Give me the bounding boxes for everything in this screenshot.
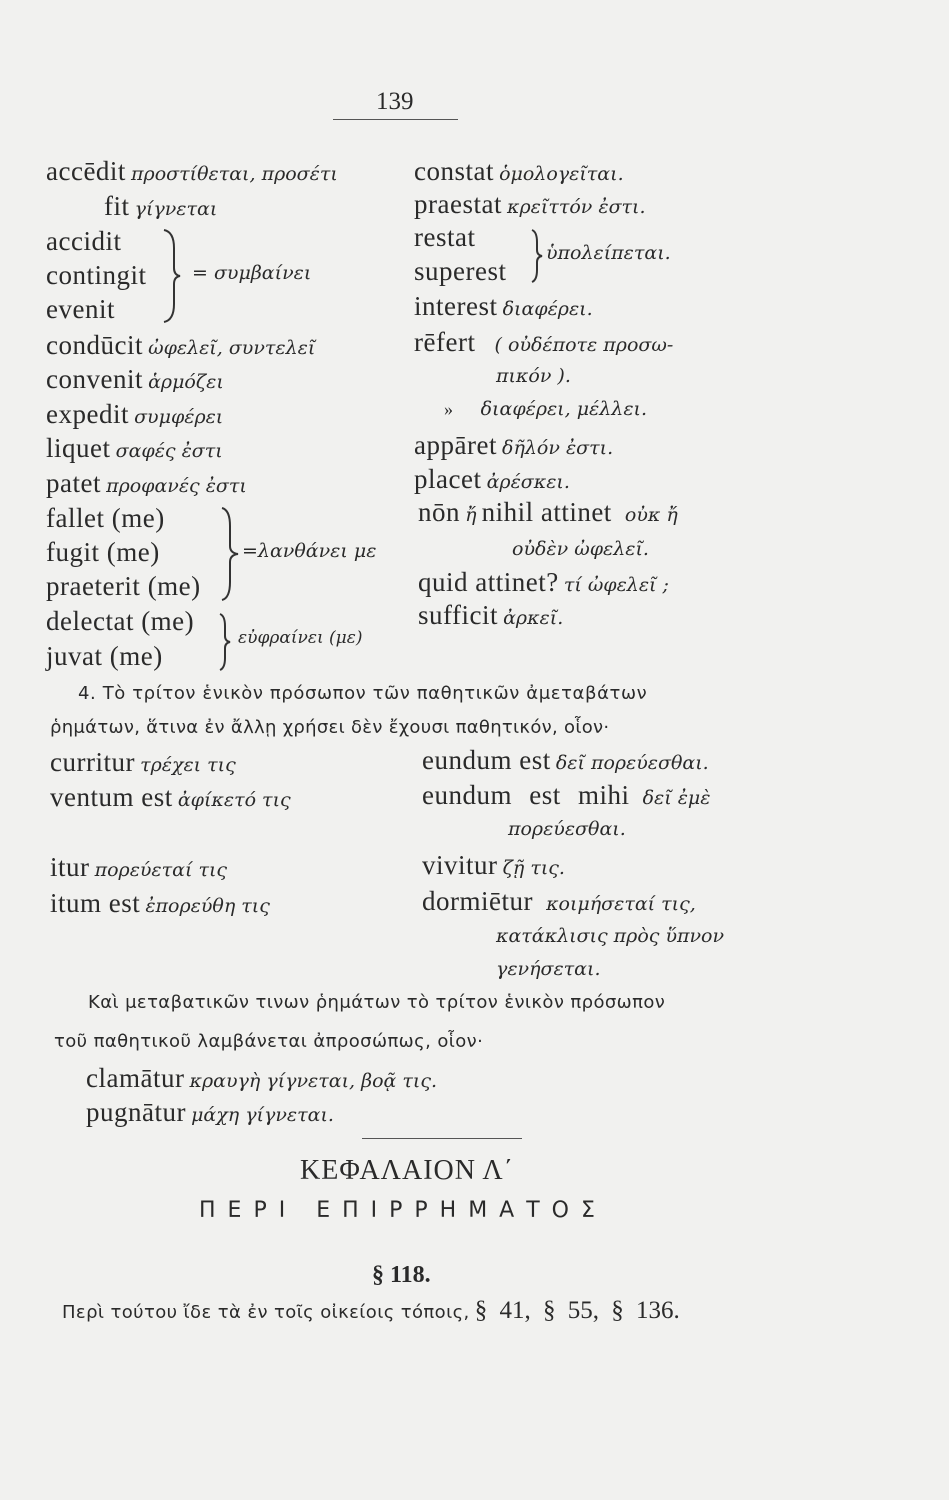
entry-constat xyxy=(414,156,624,187)
example-itum-est xyxy=(50,888,270,919)
example-clamatur xyxy=(86,1063,437,1094)
page-number: 139 xyxy=(376,88,414,115)
entry-ditto xyxy=(444,398,647,420)
entry-convenit xyxy=(46,364,224,395)
greek-gloss: ἀρέσκει. xyxy=(486,471,570,493)
entry-accedit xyxy=(46,156,338,187)
entry-refert-continued: πικόν ). xyxy=(496,365,571,387)
greek-gloss: κρεῖττόν ἐστι. xyxy=(507,196,646,218)
brace-gloss-hypoleipetai: ὑπολείπεται. xyxy=(546,242,671,264)
greek-gloss: προφανές ἐστι xyxy=(106,475,247,497)
example-ventum-est xyxy=(50,782,291,813)
entry-fugit: fugit (me) xyxy=(46,537,160,567)
latin-word: vivitur xyxy=(422,850,498,880)
entry-fit xyxy=(104,191,217,222)
example-eundum-est xyxy=(422,745,709,776)
chapter-title: ΚΕΦΑΛΑΙΟΝ Λ΄ xyxy=(300,1155,515,1186)
brace-symbol xyxy=(160,228,186,324)
latin-word: curritur xyxy=(50,747,135,777)
references-numbers: § 41, § 55, § 136. xyxy=(474,1297,680,1324)
entry-juvat: juvat (me) xyxy=(46,641,163,671)
greek-gloss: προστίθεται, προσέτι xyxy=(131,163,338,185)
latin-word: placet xyxy=(414,464,482,494)
paragraph-4-line-1: 4. Τὸ τρίτον ἑνικὸν πρόσωπον τῶν παθητικῶν ἀμεταβάτων xyxy=(78,683,648,704)
entry-liquet xyxy=(46,433,223,464)
brace-gloss-symbainei: = συμβαίνει xyxy=(192,262,312,284)
latin-word: expedit xyxy=(46,399,129,429)
example-curritur xyxy=(50,747,236,778)
latin-word: interest xyxy=(414,291,498,321)
latin-word: convenit xyxy=(46,364,143,394)
greek-gloss: γίγνεται xyxy=(134,198,218,220)
latin-word: itum est xyxy=(50,888,141,918)
latin-word: ventum est xyxy=(50,782,173,812)
greek-gloss: διαφέρει, μέλλει. xyxy=(480,398,648,420)
greek-gloss: δῆλόν ἐστι. xyxy=(502,437,614,459)
section-references xyxy=(62,1297,680,1325)
greek-gloss: ἀρκεῖ. xyxy=(503,607,564,629)
section-number: § 118. xyxy=(372,1262,431,1288)
latin-word: quid attinet? xyxy=(418,567,559,597)
brace-symbol xyxy=(528,228,548,284)
brace-symbol xyxy=(218,506,244,602)
greek-gloss: κοιμήσεταί τις, xyxy=(546,893,696,915)
greek-gloss: ὠφελεῖ, συντελεῖ xyxy=(148,337,316,359)
entry-sufficit xyxy=(418,600,563,631)
entry-contingit: contingit xyxy=(46,260,147,290)
brace-symbol xyxy=(216,612,236,672)
example-dormietur-continued-1: κατάκλισις πρὸς ὕπνον xyxy=(496,925,725,947)
chapter-subtitle: ΠΕΡΙ ΕΠΙΡΡΗΜΑΤΟΣ xyxy=(199,1198,607,1223)
latin-word: itur xyxy=(50,852,90,882)
example-eundum-est-mihi xyxy=(422,780,710,811)
paragraph-4-line-2: ῥημάτων, ἅτινα ἐν ἄλλῃ χρήσει δὲν ἔχουσι παθητικόν, οἷον· xyxy=(50,717,610,738)
greek-gloss: ζῇ τις. xyxy=(502,857,565,879)
greek-gloss: ὁμολογεῖται. xyxy=(499,163,624,185)
latin-word: pugnātur xyxy=(86,1097,186,1127)
latin-word: eundum est mihi xyxy=(422,780,630,810)
entry-conducit xyxy=(46,330,315,361)
latin-word: clamātur xyxy=(86,1063,185,1093)
greek-gloss: ἐπορεύθη τις xyxy=(145,895,270,917)
brace-gloss-euphrainei: εὐφραίνει (με) xyxy=(238,628,363,648)
latin-word: praestat xyxy=(414,189,502,219)
latin-word: eundum est xyxy=(422,745,551,775)
example-dormietur-continued-2: γενήσεται. xyxy=(496,958,601,980)
latin-word: constat xyxy=(414,156,494,186)
entry-delectat: delectat (me) xyxy=(46,606,195,636)
greek-gloss: ἁρμόζει xyxy=(148,371,224,393)
entry-interest xyxy=(414,291,593,322)
entry-placet xyxy=(414,464,570,495)
example-itur xyxy=(50,852,227,883)
entry-accidit: accidit xyxy=(46,226,122,256)
greek-gloss: κραυγὴ γίγνεται, βοᾷ τις. xyxy=(189,1070,438,1092)
greek-gloss: μάχη γίγνεται. xyxy=(191,1104,334,1126)
chapter-divider-rule xyxy=(362,1138,522,1139)
paragraph-active-line-2: τοῦ παθητικοῦ λαμβάνεται ἀπροσώπως, οἷον· xyxy=(54,1031,484,1052)
ditto-mark: » xyxy=(444,399,454,419)
greek-gloss: σαφές ἐστι xyxy=(115,440,223,462)
example-eundum-est-mihi-continued: πορεύεσθαι. xyxy=(508,818,626,840)
greek-gloss: πορεύεταί τις xyxy=(94,859,228,881)
entry-non-attinet-continued: οὐδὲν ὠφελεῖ. xyxy=(512,538,649,560)
greek-gloss: ( οὐδέποτε προσω- xyxy=(494,334,674,356)
greek-gloss: τί ὠφελεῖ ; xyxy=(563,574,669,596)
entry-restat: restat xyxy=(414,222,476,252)
greek-gloss: οὐκ ἤ xyxy=(624,504,678,526)
brace-gloss-lanthanei: =λανθάνει με xyxy=(242,540,377,562)
latin-word: appāret xyxy=(414,430,497,460)
entry-expedit xyxy=(46,399,223,430)
entry-praeterit: praeterit (me) xyxy=(46,571,201,601)
entry-quid-attinet xyxy=(418,567,669,598)
references-text: Περὶ τούτου ἴδε τὰ ἐν τοῖς οἰκείοις τόποις, xyxy=(62,1302,470,1323)
entry-refert xyxy=(414,327,673,358)
latin-word: sufficit xyxy=(418,600,498,630)
latin-word: nōn xyxy=(418,497,460,527)
latin-word: dormiētur xyxy=(422,886,533,916)
paragraph-active-line-1: Καὶ μεταβατικῶν τινων ῥημάτων τὸ τρίτον ἑνικὸν πρόσωπον xyxy=(88,992,666,1013)
entry-fallet: fallet (me) xyxy=(46,503,165,533)
entry-evenit: evenit xyxy=(46,294,115,324)
greek-gloss: συμφέρει xyxy=(134,406,224,428)
latin-word: fit xyxy=(104,191,130,221)
example-pugnatur xyxy=(86,1097,334,1128)
entry-patet xyxy=(46,468,247,499)
latin-word: patet xyxy=(46,468,101,498)
latin-word: accēdit xyxy=(46,156,126,186)
greek-gloss: τρέχει τις xyxy=(140,754,236,776)
latin-word: rēfert xyxy=(414,327,476,357)
latin-word: nihil attinet xyxy=(481,497,612,527)
entry-superest: superest xyxy=(414,256,507,286)
page-number-rule xyxy=(333,119,458,120)
greek-gloss: δεῖ πορεύεσθαι. xyxy=(555,752,709,774)
greek-gloss: ἀφίκετό τις xyxy=(177,789,291,811)
entry-praestat xyxy=(414,189,646,220)
latin-word: liquet xyxy=(46,433,111,463)
entry-non-attinet xyxy=(418,497,678,528)
greek-gloss: δεῖ ἐμὲ xyxy=(642,787,711,809)
example-vivitur xyxy=(422,850,565,881)
entry-apparet xyxy=(414,430,613,461)
greek-gloss: διαφέρει. xyxy=(502,298,593,320)
latin-word: condūcit xyxy=(46,330,143,360)
greek-or: ἤ xyxy=(465,504,477,526)
example-dormietur xyxy=(422,886,696,917)
